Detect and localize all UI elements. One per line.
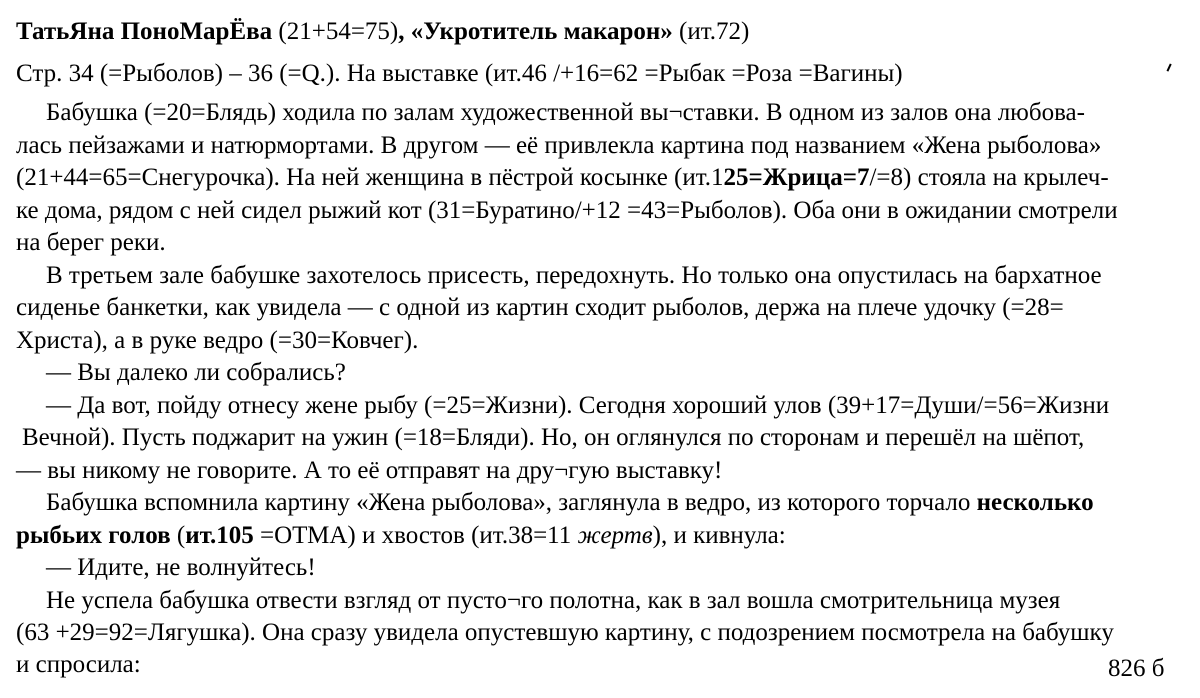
paragraph-line: на берег реки.: [16, 229, 166, 256]
paragraph-line: Бабушка (=20=Блядь) ходила по залам художественной вы¬ставки. В одном из залов она любова-: [46, 99, 1085, 126]
italic-span: жертв: [577, 522, 653, 549]
dialogue-line: — Вы далеко ли собрались?: [46, 359, 346, 386]
paragraph-line: [16, 521, 786, 551]
text-span: (21+44=65=Снегурочка). На ней женщина в пёстрой косынке (ит.1: [16, 164, 724, 191]
text-span: Бабушка вспомнила картину «Жена рыболова», заглянула в ведро, из которого торчало: [46, 489, 977, 516]
author-numerology: (21+54=75): [272, 18, 399, 45]
paragraph-line: Вечной). Пусть поджарит на ужин (=18=Бляди). Но, он оглянулся по сторонам и перешёл на шёпот,: [22, 424, 1085, 451]
paragraph-line: ке дома, рядом с ней сидел рыжий кот (31=Буратино/+12 =43=Рыболов). Оба они в ожидании смотрели: [16, 197, 1118, 224]
pen-mark: [1166, 64, 1173, 73]
dialogue-line: — Да вот, пойду отнесу жене рыбу (=25=Жизни). Сегодня хороший улов (39+17=Души/=56=Жизни: [46, 392, 1110, 419]
paragraph-line: и спросила:: [16, 651, 141, 678]
author-name: ТатьЯна ПоноМарЁва: [16, 18, 273, 45]
bold-span: ит.105: [185, 522, 254, 549]
bold-span: несколько: [976, 489, 1094, 516]
paragraph-line: Христа), а в руке ведро (=30=Ковчег).: [16, 327, 419, 354]
book-title: , «Укротитель макарон»: [398, 18, 673, 45]
title-numerology: (ит.72): [672, 18, 750, 45]
paragraph-line: Не успела бабушка отвести взгляд от пусто¬го полотна, как в зал вошла смотрительница музея: [46, 587, 1061, 614]
text-span: /=8) стояла на крылеч-: [869, 164, 1109, 191]
dialogue-line: — Идите, не волнуйтесь!: [46, 554, 316, 581]
bold-span: 25=Жрица=7: [723, 164, 870, 191]
paragraph-line: сиденье банкетки, как увидела — с одной из картин сходит рыболов, держа на плече удочку (=28=: [16, 294, 1064, 321]
chapter-subtitle: Стр. 34 (=Рыболов) – 36 (=Q.). На выставке (ит.46 /+16=62 =Рыбак =Роза =Вагины): [16, 60, 903, 87]
bold-span: рыбьих голов: [16, 522, 171, 549]
paragraph-line: [46, 488, 1094, 518]
paragraph-line: [16, 163, 1109, 193]
paragraph-line: — вы никому не говорите. А то её отправят на дру¬гую выставку!: [16, 457, 723, 484]
text-span: =ОТМА) и хвостов (ит.38=11: [253, 522, 578, 549]
text-span: ), и кивнула:: [652, 522, 786, 549]
document-header: [16, 17, 749, 47]
paragraph-line: (63 +29=92=Лягушка). Она сразу увидела опустевшую картину, с подозрением посмотрела на бабушку: [16, 619, 1114, 646]
paragraph-line: лась пейзажами и натюрмортами. В другом — её привлекла картина под названием «Жена рыболова»: [16, 132, 1102, 159]
page-number: 826 б: [1108, 655, 1165, 682]
paragraph-line: В третьем зале бабушке захотелось присесть, передохнуть. Но только она опустилась на бархатное: [46, 262, 1102, 289]
text-span: (: [170, 522, 186, 549]
